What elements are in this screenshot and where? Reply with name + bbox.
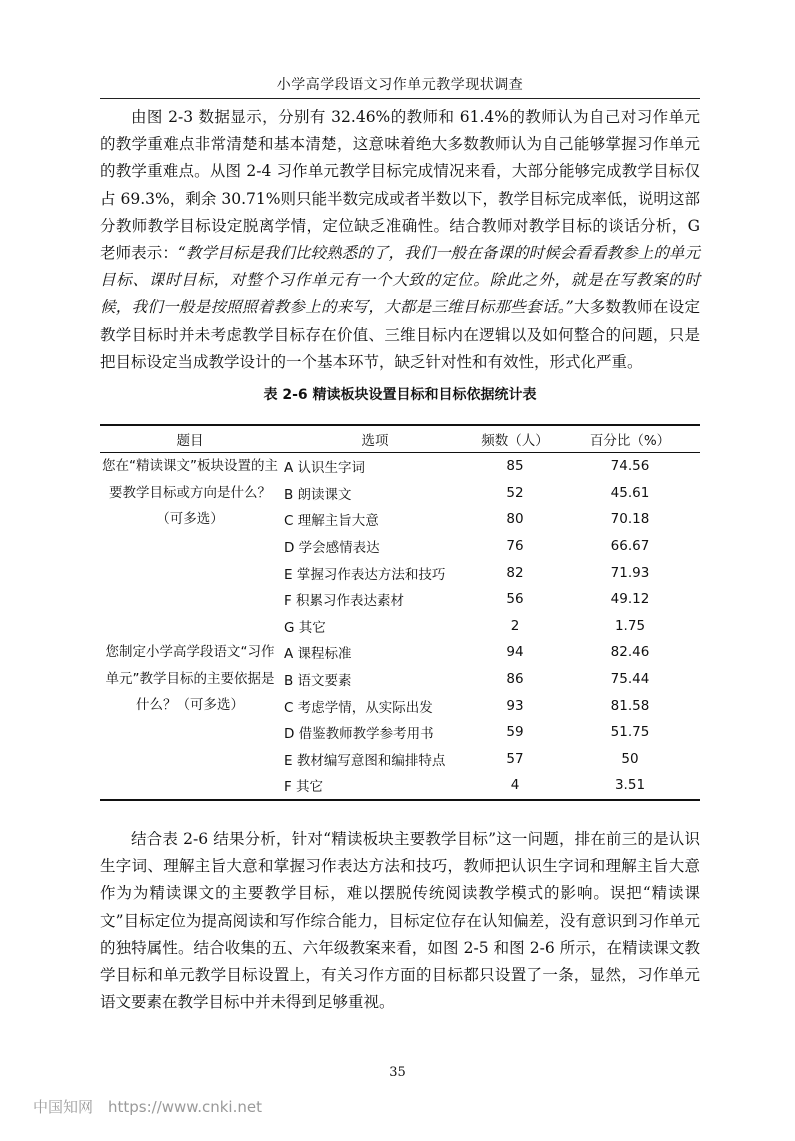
percent-cell: 71.93 <box>610 564 650 581</box>
percent-cell: 45.61 <box>610 484 650 501</box>
count-cell: 94 <box>506 644 524 661</box>
percent-cell: 82.46 <box>610 644 650 661</box>
header-percent: 百分比（%） <box>589 433 671 449</box>
body-paragraph-2: 结合表 2-6 结果分析，针对“精读板块主要教学目标”这一问题，排在前三的是认识生字词、理解主旨大意和掌握习作表达方法和技巧，教师把认识生字词和理解主旨大意作为为精读课文的主要教学目标，难以摆脱传统阅读教学模式的影响。误把“精读课文”目标定位为提高阅读和写作综合能力，目标定位存在认知偏差，没有意识到习作单元的独特属性。结合收集的五、六年级教案来看，如图 2-5 和图 2-6 所示，在精读课文教学目标和单元教学目标设置上，有关习作方面的目标都只设置了一条，显然，习作单元语文要素在教学目标中并未得到足够重视。 <box>100 830 700 1012</box>
option-cell: C 理解主旨大意 <box>284 513 379 530</box>
percent-cell: 49.12 <box>610 591 650 608</box>
count-cell: 4 <box>510 777 520 794</box>
count-cell: 80 <box>506 511 524 528</box>
option-cell: G 其它 <box>284 619 326 636</box>
header-rule <box>100 98 700 99</box>
question-cell: 您制定小学高学段语文“习作单元”教学目标的主要依据是什么？（可多选） <box>105 644 275 714</box>
count-cell: 2 <box>510 617 520 634</box>
option-cell: D 学会感情表达 <box>284 540 380 557</box>
table-row <box>100 453 700 480</box>
count-cell: 82 <box>506 564 524 581</box>
percent-cell: 66.67 <box>610 538 650 555</box>
percent-cell: 51.75 <box>610 724 650 741</box>
count-cell: 56 <box>506 591 524 608</box>
percent-cell: 75.44 <box>610 671 650 688</box>
option-cell: A 认识生字词 <box>284 460 366 477</box>
option-cell: E 教材编写意图和编排特点 <box>284 752 446 769</box>
page-number: 35 <box>389 1065 406 1080</box>
body-paragraph-1 <box>100 104 700 376</box>
percent-cell: 81.58 <box>610 697 650 714</box>
cnki-watermark: 中国知网 https://www.cnki.net <box>33 1098 262 1116</box>
header-question: 题目 <box>176 433 204 449</box>
percent-cell: 3.51 <box>614 777 646 794</box>
option-cell: C 考虑学情，从实际出发 <box>284 699 433 716</box>
running-header: 小学高学段语文习作单元教学现状调查 <box>276 77 524 93</box>
interview-quote: “教学目标是我们比较熟悉的了，我们一般在备课的时候会看看教参上的单元目标、课时目标，对整个习作单元有一个大致的定位。除此之外，就是在写教案的时候，我们一般是按照照着教参上的来写，大都是三维目标那些套话。” <box>100 244 700 317</box>
table-header-row <box>100 425 700 453</box>
table-caption: 表 2-6 精读板块设置目标和目标依据统计表 <box>263 387 537 403</box>
option-cell: B 语文要素 <box>284 673 352 690</box>
count-cell: 57 <box>506 750 524 767</box>
option-cell: F 其它 <box>284 779 324 796</box>
count-cell: 86 <box>506 671 524 688</box>
option-cell: F 积累习作表达素材 <box>284 593 405 610</box>
percent-cell: 74.56 <box>610 458 650 475</box>
count-cell: 52 <box>506 484 524 501</box>
option-cell: B 朗读课文 <box>284 486 352 503</box>
paragraph-text: 由图 2-3 数据显示，分别有 32.46%的教师和 61.4%的教师认为自己对习作单元的教学重难点非常清楚和基本清楚，这意味着绝大多数教师认为自己能够掌握习作单元的教学重难点。从图 2-4 习作单元教学目标完成情况来看，大部分能够完成教学目标仅占 69.3%，剩余 30.71%则只能半数完成或者半数以下，教学目标完成率低，说明这部分教师教学目标设定脱离学情，定位缺乏准确性。结合教师对教学目标的谈话分析，G 老师表示： <box>100 108 700 263</box>
percent-cell: 1.75 <box>614 617 646 634</box>
table-row <box>100 639 700 666</box>
count-cell: 76 <box>506 538 524 555</box>
count-cell: 59 <box>506 724 524 741</box>
count-cell: 93 <box>506 697 524 714</box>
header-option: 选项 <box>361 433 389 449</box>
paragraph-text: 大多数教师在设定教学目标时并未考虑教学目标存在价值、三维目标内在逻辑以及如何整合的问题，只是把目标设定当成教学设计的一个基本环节，缺乏针对性和有效性，形式化严重。 <box>100 298 700 371</box>
percent-cell: 50 <box>621 750 639 767</box>
count-cell: 85 <box>506 458 524 475</box>
option-cell: E 掌握习作表达方法和技巧 <box>284 566 446 583</box>
option-cell: A 课程标准 <box>284 646 352 663</box>
question-cell: 您在“精读课文”板块设置的主要教学目标或方向是什么？（可多选） <box>102 458 278 528</box>
stats-table <box>100 424 700 801</box>
header-count: 频数（人） <box>481 433 549 449</box>
option-cell: D 借鉴教师教学参考用书 <box>284 726 434 743</box>
percent-cell: 70.18 <box>610 511 650 528</box>
